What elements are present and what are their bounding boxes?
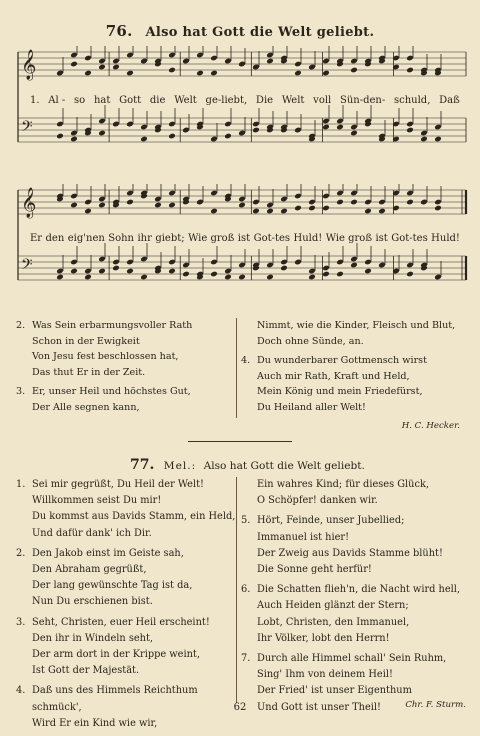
melody-label: Mel.: bbox=[163, 460, 197, 472]
lyric-syllable: Welt bbox=[174, 95, 197, 106]
hymn-77-credit: Chr. F. Sturm. bbox=[405, 700, 466, 710]
column-divider-2 bbox=[236, 477, 237, 703]
verse-line: Der Alle segnen kann, bbox=[32, 401, 140, 413]
svg-text:𝄞: 𝄞 bbox=[21, 188, 37, 218]
page-number: 62 bbox=[233, 702, 247, 713]
verse-line: Den Abraham gegrüßt, bbox=[32, 564, 147, 576]
stanza bbox=[16, 546, 238, 611]
stanza bbox=[16, 384, 238, 415]
hymn-76-title bbox=[0, 22, 480, 40]
lyric-syllable: giebt; bbox=[155, 233, 185, 244]
melody-reference: Also hat Gott die Welt geliebt. bbox=[203, 460, 365, 472]
music-score-2 bbox=[14, 184, 470, 314]
lyric-syllable: so bbox=[74, 95, 86, 106]
verse-line: Schon in der Ewigkeit bbox=[32, 335, 140, 347]
lyric-syllable: schuld, bbox=[394, 95, 431, 106]
verse-line: Immanuel ist hier! bbox=[257, 531, 350, 543]
stanza bbox=[16, 477, 238, 542]
lyric-syllable: Die bbox=[255, 95, 274, 106]
hymn-76-right-column bbox=[241, 318, 466, 435]
lyric-syllable: hat bbox=[93, 95, 111, 106]
stanza bbox=[241, 582, 466, 647]
verse-line: Du kommst aus Davids Stamm, ein Held, bbox=[32, 511, 236, 523]
hymn-77-right-column bbox=[241, 477, 466, 720]
verse-line: Daß uns des Himmels Reichthum schmück', bbox=[32, 685, 198, 713]
stanza-number: 7. bbox=[241, 653, 251, 665]
stanza bbox=[241, 513, 466, 578]
lyric-syllable: voll bbox=[313, 95, 332, 106]
verse-line: Er, unser Heil und höchstes Gut, bbox=[32, 386, 191, 397]
stanza bbox=[241, 318, 466, 349]
verse-line: Das thut Er in der Zeit. bbox=[32, 366, 146, 378]
verse-line: Die Schatten flieh'n, die Nacht wird hell, bbox=[257, 584, 461, 596]
verse-line: Sing' Ihm von deinem Heil! bbox=[257, 669, 393, 681]
hymn-76-credit: H. C. Hecker. bbox=[401, 421, 460, 431]
stanza bbox=[241, 353, 466, 415]
lyric-syllable: Er bbox=[30, 233, 43, 244]
lyric-syllable: ge-liebt, bbox=[205, 95, 248, 106]
verse-line: Die Sonne geht herfür! bbox=[257, 564, 372, 576]
hymn-76-title-text: Also hat Gott die Welt geliebt. bbox=[145, 25, 375, 40]
verse-line: Mein König und mein Friedefürst, bbox=[257, 386, 423, 397]
verse-line: Durch alle Himmel schall' Sein Ruhm, bbox=[257, 653, 447, 665]
lyric-syllable: Wie groß bbox=[325, 233, 372, 244]
stanza bbox=[16, 615, 238, 680]
verse-line: Ein wahres Kind; für dieses Glück, bbox=[257, 479, 430, 490]
lyric-syllable: ist bbox=[375, 233, 388, 244]
svg-text:𝄢: 𝄢 bbox=[21, 118, 33, 139]
lyric-syllable: Wie groß bbox=[188, 233, 235, 244]
verse-line: Nun Du erschienen bist. bbox=[32, 596, 153, 608]
lyric-syllable: Got-tes bbox=[391, 233, 428, 244]
lyric-syllable: Huld! bbox=[431, 233, 460, 244]
stanza-number: 5. bbox=[241, 515, 251, 527]
lyric-syllable: die bbox=[149, 95, 166, 106]
verse-line: Wird Er ein Kind wie wir, bbox=[32, 717, 158, 729]
verse-line: Sei mir gegrüßt, Du Heil der Welt! bbox=[32, 479, 204, 490]
stanza-number: 4. bbox=[16, 685, 26, 697]
lyrics-line-2 bbox=[30, 233, 460, 244]
lyric-syllable: Al - bbox=[48, 95, 66, 106]
svg-text:𝄢: 𝄢 bbox=[21, 256, 33, 277]
verse-line: Auch Heiden glänzt der Stern; bbox=[257, 600, 409, 612]
verse-line: Den Jakob einst im Geiste sah, bbox=[32, 547, 184, 559]
lyric-syllable: Got-tes bbox=[253, 233, 291, 244]
hymn-76-number: 76. bbox=[105, 22, 133, 40]
verse-line: Auch mir Rath, Kraft und Held, bbox=[257, 370, 410, 382]
column-divider bbox=[236, 318, 237, 418]
lyric-syllable: Sün-den- bbox=[340, 95, 386, 106]
hymn-77-left-column bbox=[16, 477, 238, 736]
music-score-1 bbox=[14, 46, 470, 176]
stanza bbox=[241, 477, 466, 509]
stanza-number: 6. bbox=[241, 584, 251, 596]
verse-line: Der Zweig aus Davids Stamme blüht! bbox=[257, 547, 443, 559]
verse-line: Der arm dort in der Krippe weint, bbox=[32, 649, 200, 661]
music-system-2 bbox=[14, 184, 470, 314]
verse-line: Seht, Christen, euer Heil erscheint! bbox=[32, 616, 210, 628]
lyrics-line-1 bbox=[30, 95, 460, 106]
lyric-syllable: eig'nen bbox=[67, 233, 105, 244]
verse-line: Willkommen seist Du mir! bbox=[32, 495, 162, 507]
hymn-77-number: 77. bbox=[130, 457, 155, 473]
verse-line: Lobt, Christen, den Immanuel, bbox=[257, 616, 410, 628]
lyric-syllable: 1. bbox=[30, 95, 40, 106]
verse-line: Ist Gott der Majestät. bbox=[32, 665, 140, 677]
verse-line: Und dafür dank' ich Dir. bbox=[32, 527, 152, 539]
lyric-syllable: Huld! bbox=[293, 233, 323, 244]
stanza-number: 3. bbox=[16, 386, 26, 397]
verse-line: Du Heiland aller Welt! bbox=[257, 401, 366, 413]
verse-line: Und Gott ist unser Theil! bbox=[257, 701, 381, 713]
svg-text:𝄞: 𝄞 bbox=[21, 50, 37, 80]
verse-line: Du wunderbarer Gottmensch wirst bbox=[257, 355, 427, 366]
verse-line: O Schöpfer! danken wir. bbox=[257, 495, 378, 507]
stanza-number: 3. bbox=[16, 616, 26, 628]
stanza-number: 4. bbox=[241, 355, 251, 366]
stanza-number: 1. bbox=[16, 479, 26, 490]
verse-line: Doch ohne Sünde, an. bbox=[257, 335, 364, 347]
verse-line: Der lang gewünschte Tag ist da, bbox=[32, 580, 193, 592]
verse-line: Den ihr in Windeln seht, bbox=[32, 632, 154, 644]
lyric-syllable: ist bbox=[237, 233, 251, 244]
hymn-separator bbox=[188, 441, 292, 442]
lyric-syllable: den bbox=[45, 233, 65, 244]
lyric-syllable: Gott bbox=[119, 95, 142, 106]
hymn-77-header bbox=[130, 457, 365, 473]
verse-line: Hört, Feinde, unser Jubellied; bbox=[257, 515, 405, 527]
verse-line: Von Jesu fest beschlossen hat, bbox=[32, 351, 179, 362]
hymn-76-left-column bbox=[16, 318, 238, 419]
stanza bbox=[16, 318, 238, 380]
lyric-syllable: Welt bbox=[281, 95, 305, 106]
stanza-number: 2. bbox=[16, 320, 26, 331]
music-system-1 bbox=[14, 46, 470, 176]
verse-line: Der Fried' ist unser Eigenthum bbox=[257, 685, 412, 697]
lyric-syllable: Sohn bbox=[108, 233, 135, 244]
verse-line: Nimmt, wie die Kinder, Fleisch und Blut, bbox=[257, 320, 456, 331]
lyric-syllable: Daß bbox=[439, 95, 460, 106]
verse-line: Was Sein erbarmungsvoller Rath bbox=[32, 320, 193, 331]
lyric-syllable: ihr bbox=[137, 233, 152, 244]
stanza-number: 2. bbox=[16, 547, 26, 559]
verse-line: Ihr Völker, lobt den Herrn! bbox=[257, 632, 390, 644]
